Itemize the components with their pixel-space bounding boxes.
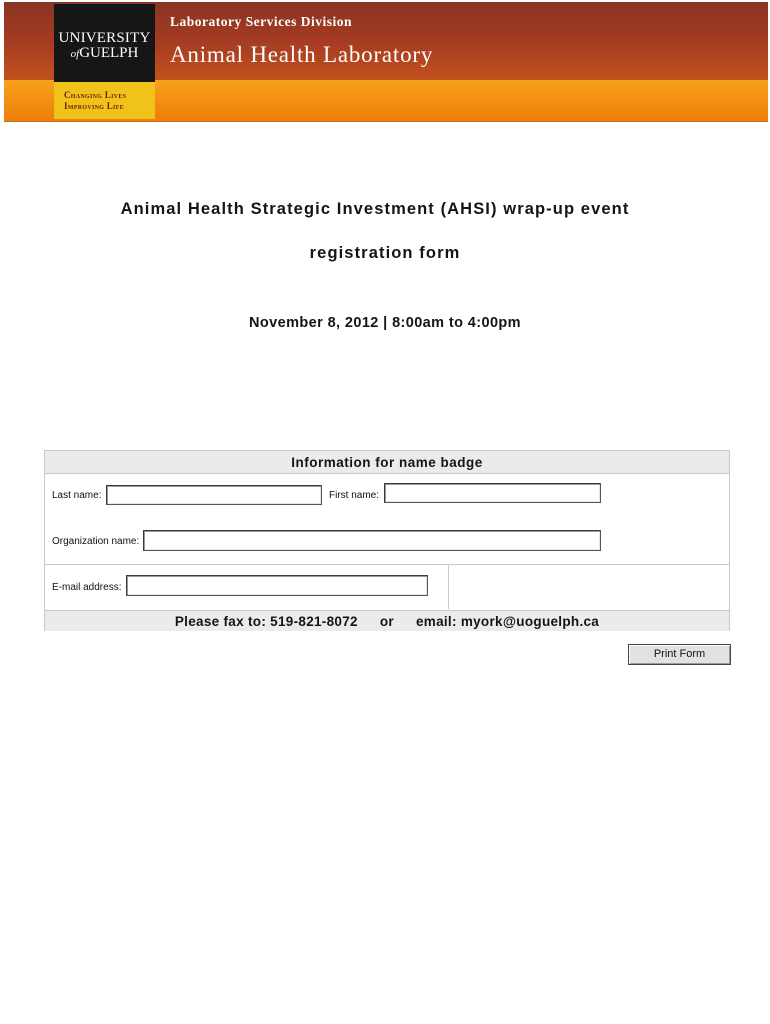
university-logo [54,4,155,119]
form-cell-divider [448,564,449,609]
logo-tagline-1: Changing Lives [64,89,127,100]
form-footer [45,610,729,631]
logo-of-text: of [70,48,80,60]
name-badge-form [44,450,730,631]
division-name: Laboratory Services Division [170,14,352,29]
form-row-divider [45,564,729,565]
first-name-input[interactable] [384,483,601,503]
logo-university-text: UNIVERSITY [58,30,151,46]
form-title-line-1: Animal Health Strategic Investment (AHSI) wrap-up event [120,200,630,218]
print-form-button[interactable]: Print Form [628,644,731,665]
last-name-label: Last name: [52,490,102,501]
footer-or: or [379,614,394,629]
logo-guelph-line [71,46,139,61]
lab-name: Animal Health Laboratory [170,42,434,67]
email-address-input[interactable] [126,575,428,596]
email-address-label: E-mail address: [52,582,122,593]
organization-name-input[interactable] [143,530,601,551]
logo-tagline-box [54,82,155,119]
logo-guelph-text: GUELPH [79,45,139,61]
header-banner [4,2,768,122]
form-section-header: Information for name badge [45,451,729,474]
email-instruction: email: myork@uoguelph.ca [415,614,600,629]
logo-tagline-2: Improving Life [64,100,124,111]
first-name-label: First name: [329,490,380,501]
last-name-input[interactable] [106,485,322,505]
logo-wordmark [54,4,155,82]
event-date: November 8, 2012 | 8:00am to 4:00pm [249,315,521,331]
form-title-line-2: registration form [309,244,461,262]
fax-instruction: Please fax to: 519-821-8072 [174,614,358,629]
organization-name-label: Organization name: [52,536,140,547]
